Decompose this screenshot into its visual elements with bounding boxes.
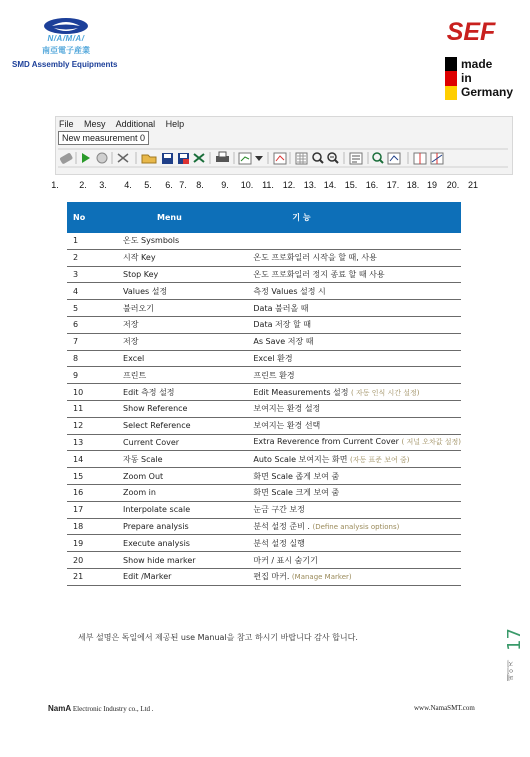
cell-function — [247, 552, 461, 569]
cell-no: 20 — [67, 552, 117, 569]
values-icon[interactable] — [118, 154, 128, 162]
page-number: 17 — [504, 628, 525, 651]
prepare-analysis-icon[interactable] — [373, 153, 383, 163]
cell-no: 19 — [67, 535, 117, 552]
cell-menu: Select Reference — [117, 417, 247, 434]
execute-analysis-icon[interactable] — [388, 153, 400, 164]
function-text: As Save 저장 때 — [253, 337, 314, 347]
cell-no: 2 — [67, 249, 117, 266]
table-row — [67, 400, 461, 417]
cell-menu: Current Cover — [117, 434, 247, 451]
number-label: 11. — [262, 180, 274, 190]
cell-function — [247, 484, 461, 501]
company-tagline: SMD Assembly Equipments — [12, 60, 118, 69]
cell-menu: Values 설정 — [117, 283, 247, 300]
function-text: 화면 Scale 크게 보여 줌 — [253, 488, 340, 498]
function-text: 측정 Values 설정 시 — [253, 286, 326, 296]
eraser-icon[interactable] — [59, 152, 73, 164]
function-text: 편집 마커. — [253, 572, 290, 582]
cell-no: 3 — [67, 266, 117, 283]
open-icon[interactable] — [142, 155, 156, 163]
function-note: (Manage Marker) — [291, 573, 352, 582]
footer-company: NamA Electronic Industry co., Ltd . — [48, 704, 154, 713]
cell-no: 15 — [67, 468, 117, 485]
edit-measure-icon[interactable] — [239, 153, 251, 164]
cell-no: 8 — [67, 350, 117, 367]
function-note: ( 자동 인식 시간 설정) — [351, 388, 420, 397]
cell-no: 16 — [67, 484, 117, 501]
table-row — [67, 417, 461, 434]
cell-menu: Show Reference — [117, 400, 247, 417]
footer-note: 세부 설명은 독일에서 제공된 use Manual을 참고 하시기 바랍니다 감사 합니다. — [78, 633, 358, 642]
table-row — [67, 384, 461, 401]
table-row — [67, 300, 461, 317]
toolbar-number-row — [0, 180, 530, 196]
cell-function — [247, 518, 461, 535]
function-text: Auto Scale 보여지는 화면 — [253, 454, 348, 464]
nama-logo-icon — [42, 17, 90, 35]
cell-menu: 시작 Key — [117, 249, 247, 266]
number-label: 4. — [124, 180, 132, 190]
table-row — [67, 333, 461, 350]
function-text: Extra Reverence from Current Cover — [253, 437, 399, 447]
cell-function — [247, 417, 461, 434]
cell-function — [247, 434, 461, 451]
cell-function — [247, 535, 461, 552]
header-function: 기 능 — [247, 202, 461, 233]
number-label: 2. — [79, 180, 87, 190]
cell-no: 9 — [67, 367, 117, 384]
footer-url: www.NamaSMT.com — [414, 704, 475, 712]
number-label: 5. — [144, 180, 152, 190]
cell-menu: Edit 측정 설정 — [117, 384, 247, 401]
zoom-out-icon[interactable] — [313, 153, 323, 163]
made-in-germany: made in Germany — [461, 57, 514, 99]
number-label: 3. — [99, 180, 107, 190]
cell-menu: Stop Key — [117, 266, 247, 283]
dropdown-icon[interactable] — [255, 156, 263, 161]
marker-icon[interactable] — [414, 153, 426, 164]
menu-additional[interactable]: Additional — [115, 119, 156, 129]
edit-marker-icon[interactable] — [431, 153, 443, 164]
cell-no: 4 — [67, 283, 117, 300]
sef-logo-icon — [444, 18, 498, 44]
cell-no: 10 — [67, 384, 117, 401]
function-text: 프린트 환경 — [253, 370, 295, 380]
cell-no: 13 — [67, 434, 117, 451]
table-row — [67, 367, 461, 384]
number-label: 18. — [406, 180, 420, 190]
cell-function — [247, 233, 461, 249]
function-note: (Define analysis options) — [312, 522, 400, 531]
cell-menu: Prepare analysis — [117, 518, 247, 535]
show-reference-icon[interactable] — [274, 153, 286, 164]
number-label: 17. — [386, 180, 400, 190]
number-label: 20. — [446, 180, 460, 190]
cell-function — [247, 468, 461, 485]
tab-new-measurement[interactable]: New measurement 0 — [58, 131, 149, 145]
function-text: 마커 / 표시 숨기기 — [253, 555, 318, 565]
number-label: 14. — [323, 180, 337, 190]
cell-no: 5 — [67, 300, 117, 317]
function-text: 보여지는 환경 선택 — [253, 421, 321, 431]
number-label: 16. — [365, 180, 379, 190]
number-label: 10. — [240, 180, 254, 190]
save-icon[interactable] — [162, 153, 173, 164]
table-row — [67, 266, 461, 283]
table-row — [67, 501, 461, 518]
cell-function — [247, 400, 461, 417]
number-label: 21 — [467, 180, 478, 190]
company-name-cn: 南亞電子産業 — [42, 46, 90, 55]
function-text: 분석 설정 준비 . — [253, 521, 310, 531]
page-label: 페이지 — [506, 660, 514, 681]
cell-function — [247, 266, 461, 283]
function-text: Data 저장 할 때 — [253, 320, 312, 330]
stop-icon[interactable] — [97, 153, 107, 163]
company-name: N/A/M/A/ — [47, 34, 85, 43]
cell-menu: 자동 Scale — [117, 451, 247, 468]
table-header-row — [67, 202, 461, 233]
play-icon[interactable] — [82, 153, 90, 163]
table-row — [67, 535, 461, 552]
table-row — [67, 468, 461, 485]
table-row — [67, 518, 461, 535]
header-no: No — [67, 202, 117, 233]
cell-function — [247, 249, 461, 266]
number-label: 8. — [196, 180, 204, 190]
number-label: 12. — [282, 180, 296, 190]
cell-function — [247, 300, 461, 317]
select-reference-icon[interactable] — [296, 153, 307, 164]
function-text: Excel 환경 — [253, 353, 293, 363]
cell-menu: Excel — [117, 350, 247, 367]
header-menu: Menu — [117, 202, 247, 233]
table-row — [67, 249, 461, 266]
cell-no: 6 — [67, 316, 117, 333]
function-text: 화면 Scale 좁게 보여 줌 — [253, 471, 340, 481]
excel-icon[interactable] — [194, 154, 204, 162]
function-text: Edit Measurements 설정 — [253, 387, 349, 397]
cell-no: 1 — [67, 233, 117, 249]
cell-function — [247, 451, 461, 468]
cell-menu: Show hide marker — [117, 552, 247, 569]
table-row — [67, 350, 461, 367]
cell-no: 12 — [67, 417, 117, 434]
menu-file[interactable]: File — [59, 119, 74, 129]
table-row — [67, 283, 461, 300]
function-note: (자동 표준 보여 줌) — [350, 455, 410, 464]
menu-mesy[interactable]: Mesy — [84, 119, 106, 129]
cell-function — [247, 316, 461, 333]
cell-menu: Interpolate scale — [117, 501, 247, 518]
table-row — [67, 568, 461, 585]
table-row — [67, 484, 461, 501]
function-text: 눈금 구간 보정 — [253, 505, 305, 515]
cell-menu: 저장 — [117, 333, 247, 350]
toolbar — [58, 148, 508, 168]
cell-menu: 프린트 — [117, 367, 247, 384]
number-label: 7. — [179, 180, 187, 190]
cell-menu: 불러오기 — [117, 300, 247, 317]
menu-help[interactable]: Help — [165, 119, 185, 129]
print-icon[interactable] — [216, 152, 229, 162]
cell-no: 18 — [67, 518, 117, 535]
table-row — [67, 451, 461, 468]
function-text: 온도 프로화일러 정지 종료 할 때 사용 — [253, 269, 385, 279]
function-text: 분석 설정 실행 — [253, 538, 305, 548]
number-label: 6. — [165, 180, 173, 190]
german-flag-icon — [445, 57, 457, 100]
function-text: Data 불러올 때 — [253, 303, 309, 313]
cell-menu: 온도 Sysmbols — [117, 233, 247, 249]
table-row — [67, 316, 461, 333]
cell-function — [247, 501, 461, 518]
menu-function-table — [67, 202, 461, 586]
cell-no: 14 — [67, 451, 117, 468]
cell-menu: Edit /Marker — [117, 568, 247, 585]
app-screenshot — [55, 116, 513, 175]
number-label: 9. — [221, 180, 229, 190]
cell-function — [247, 384, 461, 401]
cell-no: 7 — [67, 333, 117, 350]
table-row — [67, 233, 461, 249]
number-label: 13. — [303, 180, 317, 190]
cell-menu: Zoom in — [117, 484, 247, 501]
zoom-in-icon[interactable] — [328, 153, 338, 163]
cell-function — [247, 333, 461, 350]
number-label: 15. — [344, 180, 358, 190]
svg-text:SEF: SEF — [446, 18, 496, 44]
interpolate-icon[interactable] — [350, 153, 362, 164]
cell-no: 11 — [67, 400, 117, 417]
cell-function — [247, 568, 461, 585]
number-label: 1. — [51, 180, 59, 190]
cell-no: 17 — [67, 501, 117, 518]
cell-function — [247, 283, 461, 300]
function-note: ( 저널 오차값 설정) — [401, 438, 461, 447]
table-row — [67, 552, 461, 569]
cell-function — [247, 367, 461, 384]
table-row — [67, 434, 461, 451]
cell-menu: Zoom Out — [117, 468, 247, 485]
function-text: 보여지는 환경 설정 — [253, 404, 321, 414]
cell-function — [247, 350, 461, 367]
cell-menu: Execute analysis — [117, 535, 247, 552]
function-text: 온도 프로화일러 시작을 할 때, 사용 — [253, 253, 377, 263]
cell-menu: 저장 — [117, 316, 247, 333]
cell-no: 21 — [67, 568, 117, 585]
number-label: 19 — [426, 180, 437, 190]
menu-bar — [59, 119, 192, 129]
save-as-icon[interactable] — [178, 153, 189, 164]
